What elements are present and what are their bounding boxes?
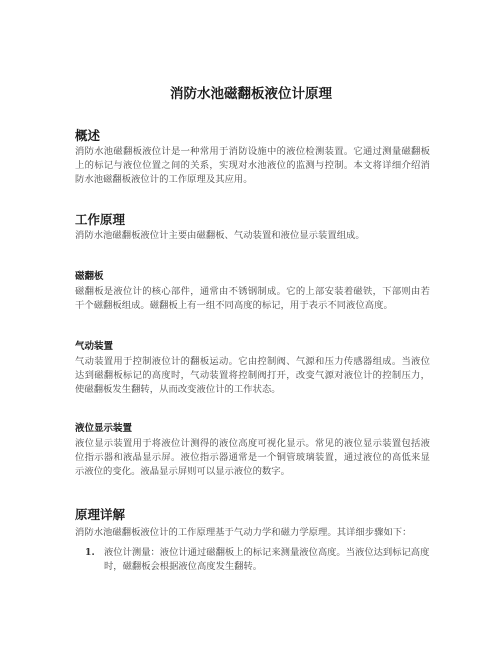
steps-list [75, 546, 430, 574]
list-item-text: 液位计测量：液位计通过磁翻板上的标记来测量液位高度。当液位达到标记高度时，磁翻板会根据液位高度发生翻转。 [104, 547, 430, 573]
document-title: 消防水池磁翻板液位计原理 [170, 86, 332, 102]
list-item [75, 546, 430, 574]
heading-level-display: 液位显示装置 [75, 423, 133, 434]
paragraph-overview: 消防水池磁翻板液位计是一种常用于消防设施中的液位检测装置。它通过测量磁翻板上的标记与液位位置之间的关系，实现对水池液位的监测与控制。本文将详细介绍消防水池磁翻板液位计的工作原理及其应用。 [75, 146, 430, 186]
heading-principle-detail: 原理详解 [75, 507, 126, 522]
heading-pneumatic-device: 气动装置 [75, 341, 114, 352]
paragraph-working-principle: 消防水池磁翻板液位计主要由磁翻板、气动装置和液位显示装置组成。 [75, 230, 365, 241]
paragraph-principle-detail: 消防水池磁翻板液位计的工作原理基于气动力学和磁力学原理。其详细步骤如下： [75, 527, 412, 538]
heading-overview: 概述 [75, 128, 101, 143]
heading-magnetic-flap: 磁翻板 [75, 271, 104, 282]
heading-working-principle: 工作原理 [75, 212, 126, 227]
paragraph-level-display: 液位显示装置用于将液位计测得的液位高度可视化显示。常见的液位显示装置包括液位指示器和液晶显示屏。液位指示器通常是一个铜管玻璃装置，通过液位的高低来显示液位的变化。液晶显示屏则可以显示液位的数字。 [75, 438, 430, 478]
paragraph-pneumatic-device: 气动装置用于控制液位计的翻板运动。它由控制阀、气源和压力传感器组成。当液位达到磁翻板标记的高度时，气动装置将控制阀打开，改变气源对液位计的控制压力，使磁翻板发生翻转，从而改变液位计的工作状态。 [75, 356, 430, 396]
list-item-number: 1. [85, 547, 95, 558]
paragraph-magnetic-flap: 磁翻板是液位计的核心部件，通常由不锈钢制成。它的上部安装着磁铁，下部则由若干个磁翻板组成。磁翻板上有一组不同高度的标记，用于表示不同液位高度。 [75, 286, 430, 312]
